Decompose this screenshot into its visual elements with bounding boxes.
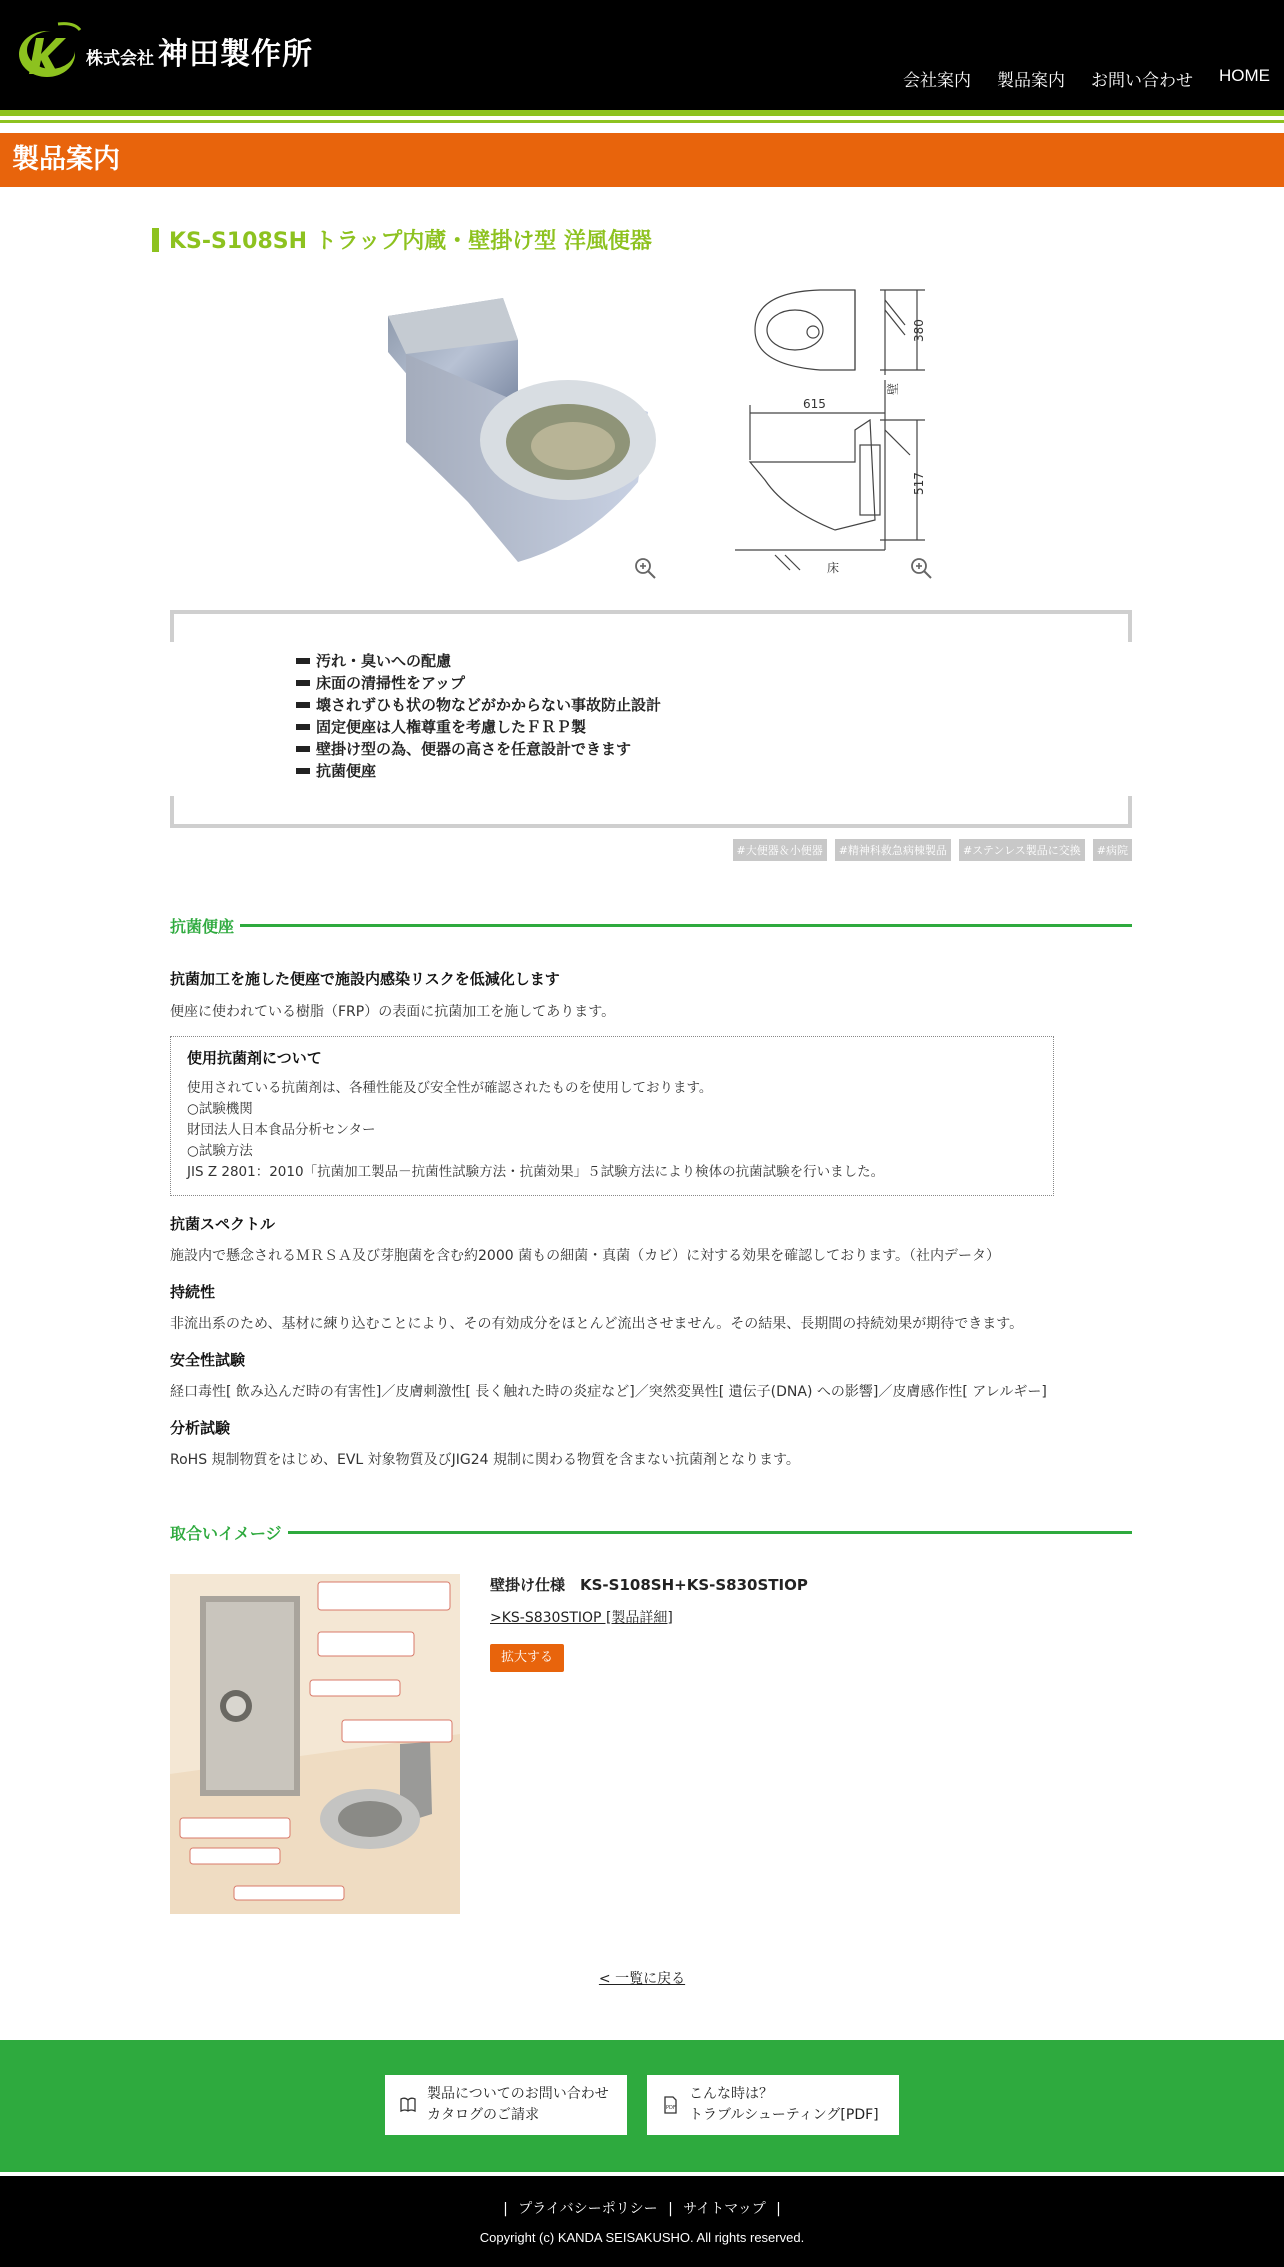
k-logo-icon (14, 16, 84, 86)
cta-line: カタログのご請求 (427, 2107, 539, 2123)
product-photo[interactable] (368, 292, 658, 582)
sitemap-link[interactable]: サイトマップ (683, 2201, 766, 2217)
drawing-floor-label: 床 (827, 561, 840, 575)
section-heading-installation: 取合いイメージ (170, 1521, 1132, 1544)
page-title-band (0, 133, 1284, 187)
list-item: 汚れ・臭いへの配慮 (296, 650, 661, 672)
drawing-height-label: 517 (912, 472, 926, 495)
lead-title: 抗菌加工を施した便座で施設内感染リスクを低減化します (170, 970, 560, 988)
list-item: 壊されずひも状の物などがかからない事故防止設計 (296, 694, 661, 716)
book-icon (399, 2096, 417, 2114)
footer-nav: | プライバシーポリシー | サイトマップ | (503, 2201, 781, 2217)
agent-box-line: ○試験方法 (187, 1143, 253, 1159)
list-item: 床面の清掃性をアップ (296, 672, 661, 694)
feature-box-top-frame (170, 610, 1132, 642)
agent-box-line: 使用されている抗菌剤は、各種性能及び安全性が確認されたものを使用しております。 (187, 1080, 713, 1096)
agent-box-title: 使用抗菌剤について (187, 1049, 322, 1067)
product-detail-link[interactable]: >KS-S830STIOP [製品詳細] (490, 1610, 673, 1626)
durability-text: 非流出系のため、基材に練り込むことにより、その有効成分をほとんど流出させません。その結果、長期間の持続効果が期待できます。 (170, 1316, 1024, 1332)
nav-company[interactable]: 会社案内 (903, 71, 971, 90)
tag-hospital[interactable]: #病院 (1093, 839, 1132, 861)
pdf-file-icon (661, 2096, 679, 2114)
analysis-title: 分析試験 (170, 1419, 231, 1437)
agent-info-box (170, 1036, 1054, 1196)
svg-text:PDF: PDF (666, 2105, 676, 2111)
logo-small-text: 株式会社 (86, 49, 154, 69)
durability-title: 持続性 (170, 1283, 216, 1301)
feature-box-bottom-frame (170, 796, 1132, 828)
nav-products[interactable]: 製品案内 (997, 71, 1065, 90)
troubleshooting-button[interactable] (647, 2075, 899, 2135)
company-logo[interactable] (14, 14, 313, 88)
cta-band (0, 2040, 1284, 2172)
technical-drawing[interactable] (735, 280, 940, 580)
tag-list (733, 839, 1133, 861)
tag-stainless[interactable]: #ステンレス製品に交換 (959, 839, 1085, 861)
feature-box (170, 610, 1132, 828)
feature-list (296, 650, 661, 782)
zoom-in-icon[interactable] (633, 556, 657, 580)
site-footer (0, 2176, 1284, 2267)
installation-spec: 壁掛け仕様 KS-S108SH+KS-S830STIOP (490, 1576, 808, 1594)
header-divider (0, 110, 1284, 116)
header-divider-thin (0, 120, 1284, 123)
page-title: 製品案内 (12, 144, 120, 175)
back-to-list-link[interactable]: < 一覧に戻る (598, 1971, 686, 1987)
cta-line: こんな時は？ (689, 2086, 773, 2102)
safety-title: 安全性試験 (170, 1351, 246, 1369)
product-title: KS-S108SH トラップ内蔵・壁掛け型 洋風便器 (169, 229, 652, 254)
site-header (0, 0, 1284, 110)
product-inquiry-button[interactable] (385, 2075, 627, 2135)
lead-text: 便座に使われている樹脂（FRP）の表面に抗菌加工を施してあります。 (170, 1004, 616, 1020)
list-item: 抗菌便座 (296, 760, 661, 782)
heading-accent-bar (152, 228, 159, 252)
spectrum-text: 施設内で懸念されるＭＲＳＡ及び芽胞菌を含む約2000 菌もの細菌・真菌（カビ）に対する効果を確認しております。（社内データ） (170, 1248, 1000, 1264)
product-heading (152, 224, 652, 255)
section-heading-antibacterial: 抗菌便座 (170, 914, 1132, 937)
nav-home[interactable]: HOME (1219, 66, 1270, 85)
tag-psychiatric[interactable]: #精神科救急病棟製品 (835, 839, 951, 861)
drawing-wall-label: 壁 (886, 382, 900, 395)
agent-box-line: JIS Z 2801：2010「抗菌加工製品－抗菌性試験方法・抗菌効果」５試験方法により検体の抗菌試験を行いました。 (187, 1164, 885, 1180)
tag-toilets[interactable]: #大便器＆小便器 (733, 839, 827, 861)
drawing-depth-label: 380 (912, 319, 926, 342)
agent-box-line: 財団法人日本食品分析センター (187, 1122, 376, 1138)
nav-contact[interactable]: お問い合わせ (1091, 71, 1193, 90)
enlarge-button[interactable]: 拡大する (490, 1644, 564, 1672)
list-item: 固定便座は人権尊重を考慮したＦＲＰ製 (296, 716, 661, 738)
logo-company-name: 神田製作所 (158, 37, 313, 72)
cta-line: トラブルシューティング[PDF] (689, 2107, 879, 2123)
privacy-policy-link[interactable]: プライバシーポリシー (518, 2201, 658, 2217)
safety-text: 経口毒性[ 飲み込んだ時の有害性]／皮膚刺激性[ 長く触れた時の炎症など]／突然変異性[ 遺伝子(DNA) への影響]／皮膚感作性[ アレルギー] (170, 1384, 1047, 1400)
agent-box-line: ○試験機関 (187, 1101, 253, 1117)
zoom-in-icon[interactable] (909, 556, 933, 580)
cta-line: 製品についてのお問い合わせ (427, 2086, 609, 2102)
list-item: 壁掛け型の為、便器の高さを任意設計できます (296, 738, 661, 760)
installation-image[interactable] (170, 1574, 460, 1914)
drawing-width-label: 615 (803, 397, 826, 411)
copyright: Copyright (c) KANDA SEISAKUSHO. All rights reserved. (479, 2230, 805, 2245)
spectrum-title: 抗菌スペクトル (170, 1215, 276, 1233)
analysis-text: RoHS 規制物質をはじめ、EVL 対象物質及びJIG24 規制に関わる物質を含まない抗菌剤となります。 (170, 1452, 800, 1468)
global-nav (903, 66, 1270, 91)
